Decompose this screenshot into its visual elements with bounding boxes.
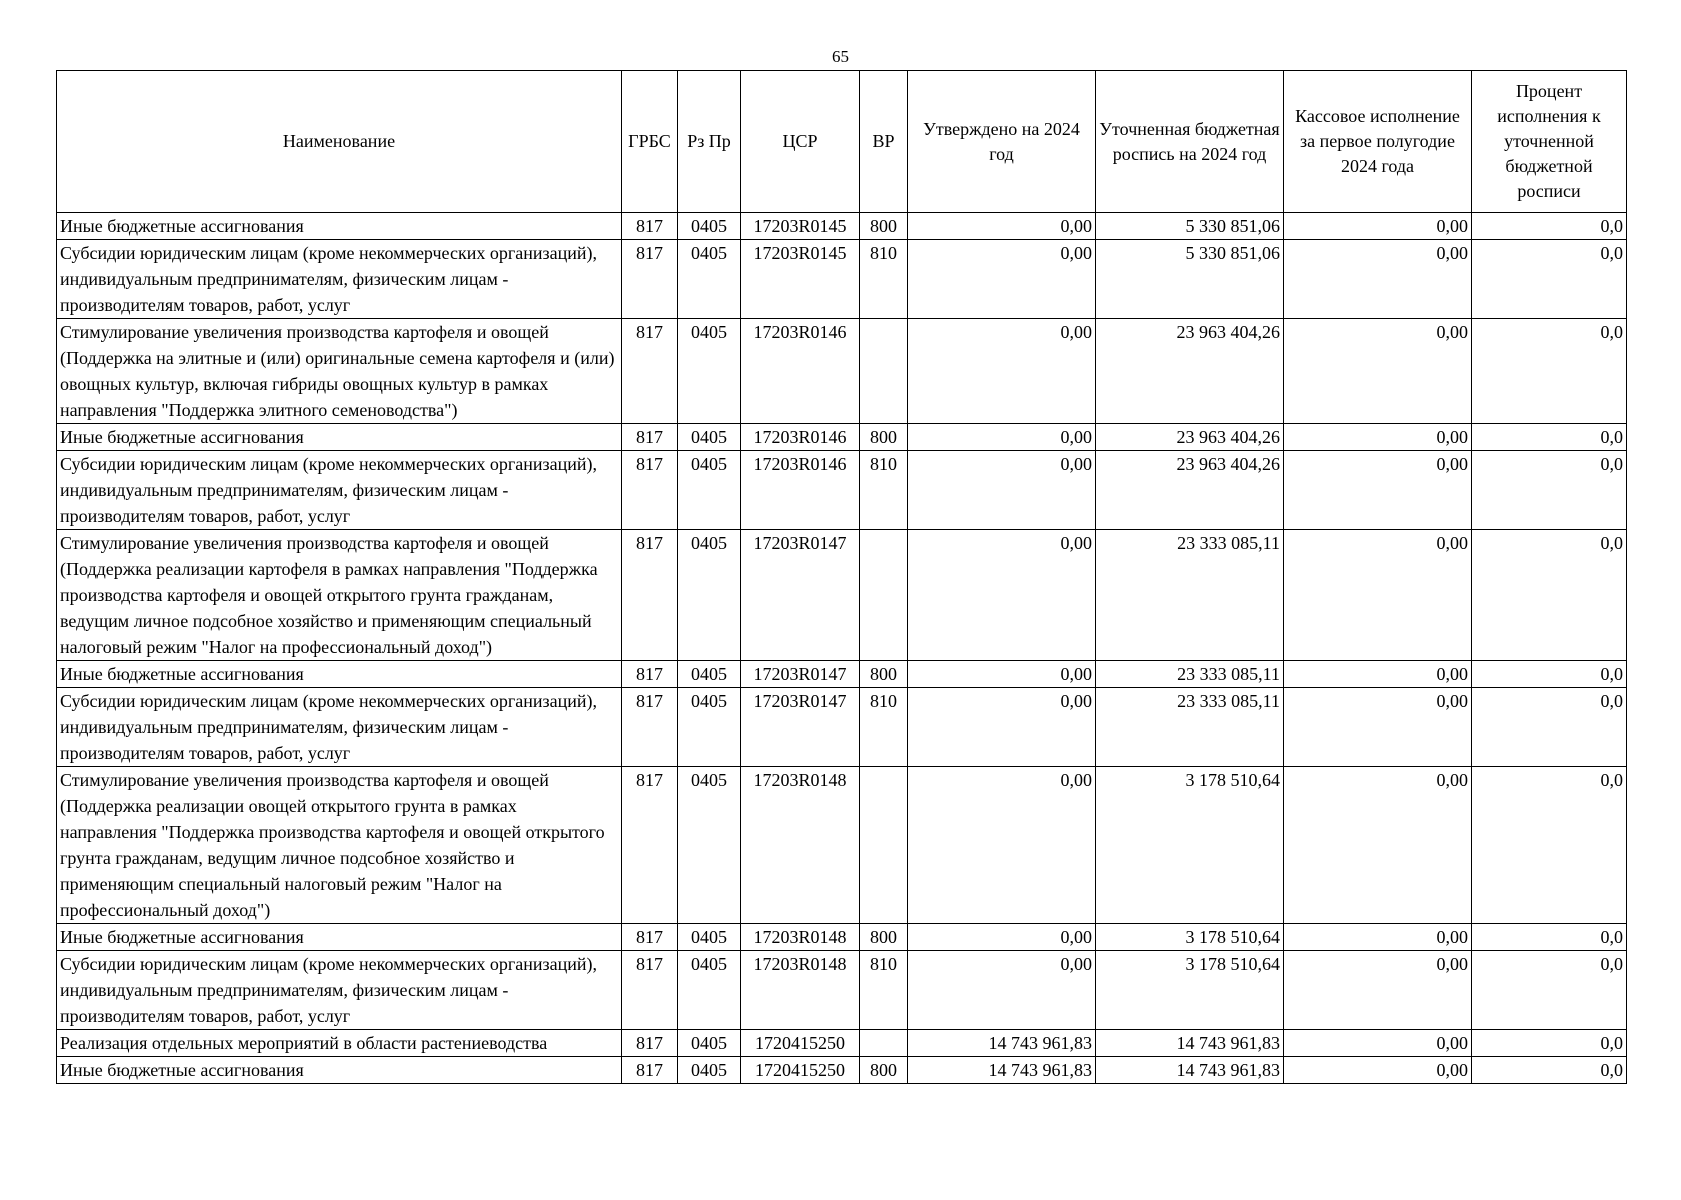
table-row [57,688,1627,767]
header-percent: Процент исполнения к уточненной бюджетной росписи [1472,71,1627,213]
cell-cash: 0,00 [1284,767,1472,924]
budget-table [56,70,1627,1084]
cell-vr: 800 [860,424,908,451]
cell-vr [860,1030,908,1057]
table-row [57,424,1627,451]
header-rzpr: Рз Пр [678,71,741,213]
cell-rzpr: 0405 [678,1030,741,1057]
table-row [57,951,1627,1030]
cell-rzpr: 0405 [678,767,741,924]
cell-approved: 0,00 [908,924,1096,951]
cell-csr: 1720415250 [741,1057,860,1084]
cell-csr: 17203R0147 [741,688,860,767]
cell-approved: 14 743 961,83 [908,1057,1096,1084]
cell-percent: 0,0 [1472,424,1627,451]
cell-vr: 800 [860,661,908,688]
cell-name: Иные бюджетные ассигнования [57,661,622,688]
cell-csr: 17203R0147 [741,530,860,661]
cell-name: Субсидии юридическим лицам (кроме некоммерческих организаций), индивидуальным предпринимателям, физическим лицам - производителям товаров, работ, услуг [57,688,622,767]
cell-grbs: 817 [622,530,678,661]
cell-percent: 0,0 [1472,924,1627,951]
cell-approved: 14 743 961,83 [908,1030,1096,1057]
cell-csr: 17203R0147 [741,661,860,688]
cell-approved: 0,00 [908,688,1096,767]
cell-percent: 0,0 [1472,1057,1627,1084]
cell-vr: 810 [860,451,908,530]
cell-percent: 0,0 [1472,451,1627,530]
cell-refined: 23 963 404,26 [1096,424,1284,451]
cell-cash: 0,00 [1284,213,1472,240]
cell-approved: 0,00 [908,424,1096,451]
cell-grbs: 817 [622,688,678,767]
cell-percent: 0,0 [1472,240,1627,319]
cell-percent: 0,0 [1472,661,1627,688]
table-row [57,767,1627,924]
cell-grbs: 817 [622,661,678,688]
cell-refined: 5 330 851,06 [1096,213,1284,240]
cell-cash: 0,00 [1284,451,1472,530]
cell-vr [860,767,908,924]
cell-approved: 0,00 [908,319,1096,424]
cell-csr: 1720415250 [741,1030,860,1057]
page-number: 65 [832,47,849,66]
cell-approved: 0,00 [908,240,1096,319]
cell-csr: 17203R0148 [741,924,860,951]
cell-percent: 0,0 [1472,213,1627,240]
cell-percent: 0,0 [1472,530,1627,661]
table-row [57,530,1627,661]
cell-cash: 0,00 [1284,240,1472,319]
cell-cash: 0,00 [1284,530,1472,661]
header-row [57,71,1627,213]
cell-rzpr: 0405 [678,424,741,451]
cell-csr: 17203R0148 [741,767,860,924]
cell-name: Иные бюджетные ассигнования [57,424,622,451]
cell-approved: 0,00 [908,767,1096,924]
cell-percent: 0,0 [1472,688,1627,767]
cell-csr: 17203R0146 [741,424,860,451]
cell-grbs: 817 [622,451,678,530]
cell-refined: 3 178 510,64 [1096,951,1284,1030]
header-name: Наименование [57,71,622,213]
cell-cash: 0,00 [1284,661,1472,688]
cell-vr [860,530,908,661]
cell-approved: 0,00 [908,213,1096,240]
cell-grbs: 817 [622,924,678,951]
cell-rzpr: 0405 [678,240,741,319]
cell-rzpr: 0405 [678,951,741,1030]
cell-refined: 3 178 510,64 [1096,767,1284,924]
cell-refined: 23 333 085,11 [1096,688,1284,767]
header-vr: ВР [860,71,908,213]
cell-name: Реализация отдельных мероприятий в области растениеводства [57,1030,622,1057]
cell-grbs: 817 [622,213,678,240]
cell-refined: 14 743 961,83 [1096,1057,1284,1084]
cell-grbs: 817 [622,1030,678,1057]
table-row [57,661,1627,688]
cell-grbs: 817 [622,1057,678,1084]
cell-rzpr: 0405 [678,661,741,688]
cell-cash: 0,00 [1284,688,1472,767]
cell-rzpr: 0405 [678,213,741,240]
cell-rzpr: 0405 [678,924,741,951]
cell-grbs: 817 [622,240,678,319]
table-row [57,319,1627,424]
cell-percent: 0,0 [1472,319,1627,424]
cell-vr: 800 [860,1057,908,1084]
cell-grbs: 817 [622,767,678,924]
cell-approved: 0,00 [908,951,1096,1030]
cell-name: Стимулирование увеличения производства картофеля и овощей (Поддержка реализации овощей открытого грунта в рамках направления "Поддержка производства картофеля и овощей открытого грунта гражданам, ведущим личное подсобное хозяйство и применяющим специальный налоговый режим "Налог на профессиональный доход") [57,767,622,924]
table-body [57,213,1627,1084]
cell-refined: 23 963 404,26 [1096,319,1284,424]
cell-name: Иные бюджетные ассигнования [57,1057,622,1084]
table-row [57,240,1627,319]
cell-name: Иные бюджетные ассигнования [57,924,622,951]
cell-csr: 17203R0148 [741,951,860,1030]
table-row [57,1057,1627,1084]
table-row [57,213,1627,240]
cell-cash: 0,00 [1284,319,1472,424]
table-row [57,451,1627,530]
header-approved: Утверждено на 2024 год [908,71,1096,213]
cell-grbs: 817 [622,319,678,424]
cell-vr: 810 [860,688,908,767]
cell-name: Субсидии юридическим лицам (кроме некоммерческих организаций), индивидуальным предпринимателям, физическим лицам - производителям товаров, работ, услуг [57,951,622,1030]
cell-vr: 810 [860,240,908,319]
cell-refined: 5 330 851,06 [1096,240,1284,319]
cell-rzpr: 0405 [678,319,741,424]
cell-refined: 23 333 085,11 [1096,661,1284,688]
cell-name: Субсидии юридическим лицам (кроме некоммерческих организаций), индивидуальным предпринимателям, физическим лицам - производителям товаров, работ, услуг [57,451,622,530]
cell-csr: 17203R0146 [741,451,860,530]
cell-grbs: 817 [622,951,678,1030]
cell-rzpr: 0405 [678,451,741,530]
cell-csr: 17203R0145 [741,213,860,240]
cell-cash: 0,00 [1284,1057,1472,1084]
cell-cash: 0,00 [1284,424,1472,451]
cell-percent: 0,0 [1472,1030,1627,1057]
cell-approved: 0,00 [908,451,1096,530]
cell-csr: 17203R0146 [741,319,860,424]
cell-rzpr: 0405 [678,1057,741,1084]
cell-csr: 17203R0145 [741,240,860,319]
cell-rzpr: 0405 [678,688,741,767]
cell-approved: 0,00 [908,661,1096,688]
table-row [57,924,1627,951]
cell-vr: 810 [860,951,908,1030]
cell-refined: 14 743 961,83 [1096,1030,1284,1057]
header-grbs: ГРБС [622,71,678,213]
cell-cash: 0,00 [1284,924,1472,951]
header-cash: Кассовое исполнение за первое полугодие 2024 года [1284,71,1472,213]
cell-refined: 23 333 085,11 [1096,530,1284,661]
cell-name: Иные бюджетные ассигнования [57,213,622,240]
cell-rzpr: 0405 [678,530,741,661]
cell-percent: 0,0 [1472,951,1627,1030]
cell-grbs: 817 [622,424,678,451]
cell-percent: 0,0 [1472,767,1627,924]
cell-vr [860,319,908,424]
cell-name: Стимулирование увеличения производства картофеля и овощей (Поддержка на элитные и (или) оригинальные семена картофеля и (или) овощных культур, включая гибриды овощных культур в рамках направления "Поддержка элитного семеноводства") [57,319,622,424]
table-header [57,71,1627,213]
cell-refined: 23 963 404,26 [1096,451,1284,530]
header-refined: Уточненная бюджетная роспись на 2024 год [1096,71,1284,213]
cell-cash: 0,00 [1284,1030,1472,1057]
cell-approved: 0,00 [908,530,1096,661]
header-csr: ЦСР [741,71,860,213]
table-row [57,1030,1627,1057]
cell-refined: 3 178 510,64 [1096,924,1284,951]
cell-cash: 0,00 [1284,951,1472,1030]
cell-vr: 800 [860,213,908,240]
cell-name: Стимулирование увеличения производства картофеля и овощей (Поддержка реализации картофеля в рамках направления "Поддержка производства картофеля и овощей открытого грунта гражданам, ведущим личное подсобное хозяйство и применяющим специальный налоговый режим "Налог на профессиональный доход") [57,530,622,661]
cell-vr: 800 [860,924,908,951]
cell-name: Субсидии юридическим лицам (кроме некоммерческих организаций), индивидуальным предпринимателям, физическим лицам - производителям товаров, работ, услуг [57,240,622,319]
